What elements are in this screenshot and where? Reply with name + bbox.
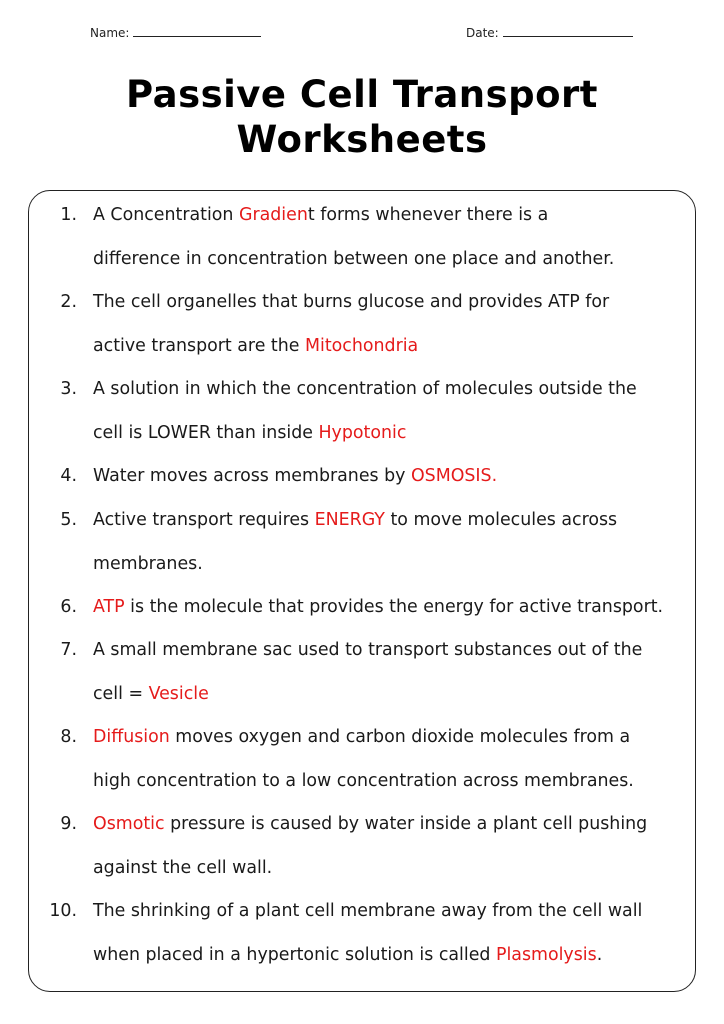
text-segment: against the cell wall.: [93, 857, 273, 878]
date-line[interactable]: [503, 24, 633, 37]
question-7: [41, 629, 693, 716]
text-segment: cell =: [93, 683, 149, 704]
question-8: [41, 716, 693, 803]
date-label: Date:: [466, 26, 499, 40]
question-2: [41, 281, 693, 368]
question-number: 3.: [60, 379, 77, 399]
text-segment: membranes.: [93, 553, 203, 574]
question-number: 6.: [60, 597, 77, 617]
question-10: [41, 890, 693, 977]
text-segment: Active transport requires: [93, 510, 315, 530]
question-number: 8.: [60, 727, 77, 747]
text-segment: .: [596, 944, 603, 965]
title-line-1: Passive Cell Transport: [125, 73, 598, 116]
name-field[interactable]: [90, 24, 261, 40]
question-number: 2.: [60, 292, 77, 312]
answer-text: Osmotic: [93, 814, 165, 834]
answer-text: Hypotonic: [318, 422, 407, 443]
answer-text: ENERGY: [314, 510, 385, 530]
page-title: [0, 72, 724, 162]
text-segment: difference in concentration between one place and another.: [93, 248, 615, 269]
question-9: [41, 803, 693, 890]
name-line[interactable]: [133, 24, 261, 37]
question-text: [93, 890, 693, 977]
question-text: [93, 455, 693, 499]
text-segment: pressure is caused by water inside a plant cell pushing: [164, 814, 648, 834]
question-text: [93, 629, 693, 716]
question-5: [41, 499, 693, 586]
question-text: [93, 368, 693, 455]
question-3: [41, 368, 693, 455]
question-number: 5.: [60, 510, 77, 530]
question-number: 4.: [60, 466, 77, 486]
question-text: [93, 194, 693, 281]
answer-text: Mitochondria: [305, 335, 419, 356]
text-segment: when placed in a hypertonic solution is called: [93, 944, 496, 965]
question-text: [93, 586, 693, 630]
question-4: [41, 455, 693, 499]
text-segment: A Concentration: [93, 205, 239, 225]
text-segment: moves oxygen and carbon dioxide molecules from a: [169, 727, 631, 747]
text-segment: t forms whenever there is a: [307, 205, 549, 225]
answer-text: Gradien: [238, 205, 308, 225]
question-text: [93, 716, 693, 803]
text-segment: active transport are the: [93, 335, 305, 356]
title-line-2: Worksheets: [236, 118, 488, 161]
text-segment: A solution in which the concentration of molecules outside the: [93, 379, 637, 399]
question-1: [41, 194, 693, 281]
question-text: [93, 281, 693, 368]
question-number: 9.: [60, 814, 77, 834]
text-segment: cell is LOWER than inside: [93, 422, 319, 443]
text-segment: The shrinking of a plant cell membrane away from the cell wall: [93, 901, 643, 921]
answer-text: Vesicle: [148, 683, 209, 704]
text-segment: high concentration to a low concentration across membranes.: [93, 770, 634, 791]
text-segment: A small membrane sac used to transport substances out of the: [93, 640, 643, 660]
question-number: 7.: [60, 640, 77, 660]
text-segment: Water moves across membranes by: [93, 466, 411, 486]
answer-text: OSMOSIS.: [410, 466, 498, 486]
questions-box: [28, 190, 696, 992]
text-segment: The cell organelles that burns glucose and provides ATP for: [93, 292, 610, 312]
question-number: 1.: [60, 205, 77, 225]
question-6: [41, 586, 693, 630]
question-text: [93, 803, 693, 890]
date-field[interactable]: [466, 24, 633, 40]
answer-text: ATP: [93, 597, 125, 617]
question-number: 10.: [49, 901, 77, 921]
question-text: [93, 499, 693, 586]
name-label: Name:: [90, 26, 130, 40]
answer-text: Plasmolysis: [495, 944, 597, 965]
text-segment: is the molecule that provides the energy for active transport.: [124, 597, 664, 617]
answer-text: Diffusion: [93, 727, 170, 747]
text-segment: to move molecules across: [384, 510, 618, 530]
